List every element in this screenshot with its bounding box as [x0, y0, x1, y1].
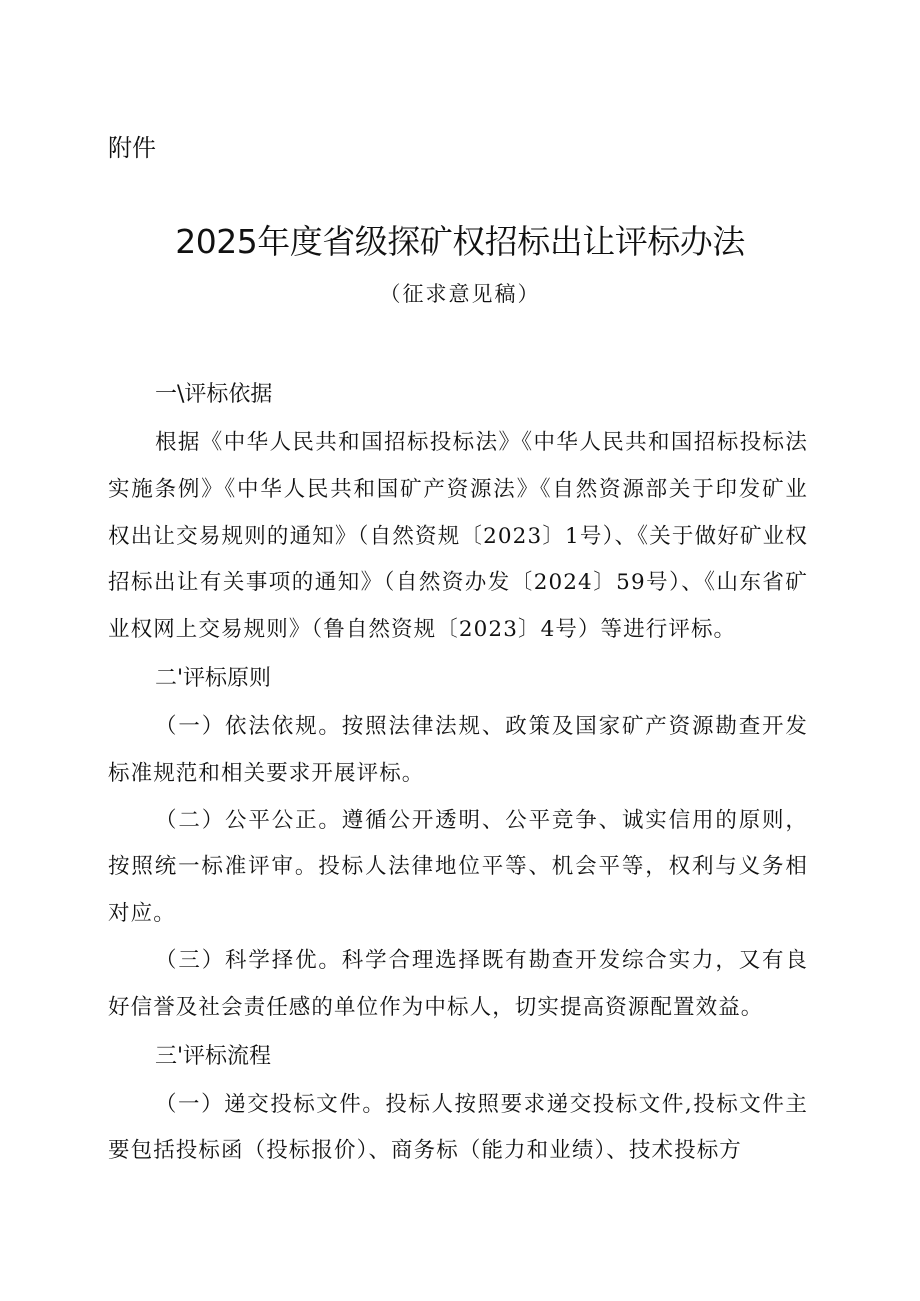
section-heading-basis: 一\评标依据 — [155, 382, 273, 407]
attachment-label: 附件 — [108, 134, 156, 162]
paragraph-basis: 根据《中华人民共和国招标投标法》《中华人民共和国招标投标法实施条例》《中华人民共和国矿产资源法》《自然资源部关于印发矿业权出让交易规则的通知》（自然资规〔2023〕1号）、《关于做好矿业权招标出让有关事项的通知》（自然资办发〔2024〕59号）、《山东省矿业权网上交易规则》（鲁自然资规〔2023〕4号）等进行评标。 — [108, 430, 808, 643]
paragraph-principle-3: （三）科学择优。科学合理选择既有勘查开发综合实力，又有良好信誉及社会责任感的单位作为中标人，切实提高资源配置效益。 — [108, 947, 808, 1020]
paragraph-principle-2: （二）公平公正。遵循公开透明、公平竞争、诚实信用的原则，按照统一标准评审。投标人法律地位平等、机会平等，权利与义务相对应。 — [108, 807, 808, 927]
document-title: 2025年度省级探矿权招标出让评标办法 — [175, 222, 745, 261]
paragraph-process-1: （一）递交投标文件。投标人按照要求递交投标文件,投标文件主要包括投标函（投标报价）、商务标（能力和业绩）、技术投标方 — [108, 1091, 808, 1164]
section-heading-principles: 二'评标原则 — [155, 665, 272, 691]
document-subtitle: （征求意见稿） — [379, 282, 541, 306]
paragraph-principle-1: （一）依法依规。按照法律法规、政策及国家矿产资源勘查开发标准规范和相关要求开展评标。 — [108, 713, 808, 786]
document-body — [108, 370, 808, 1175]
section-heading-process: 三'评标流程 — [155, 1043, 272, 1069]
